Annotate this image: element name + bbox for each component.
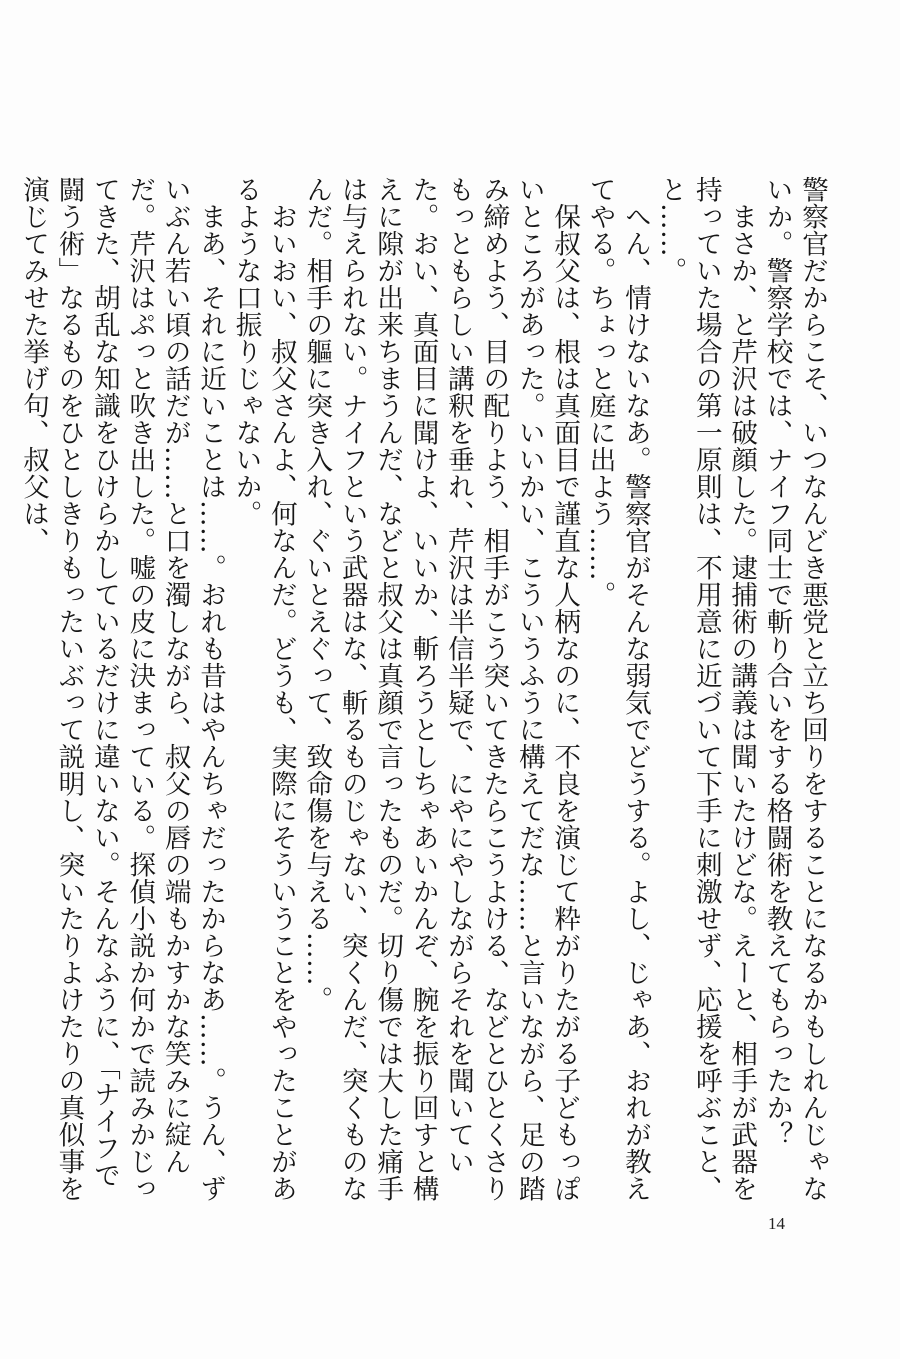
page-number: 14 [768,1214,785,1233]
paragraph: へん、情けないなあ。警察官がそんな弱気でどうする。よし、じゃあ、おれが教えてやる。ちょっと庭に出よう……。 [584,176,651,1202]
paragraph: 警察官だからこそ、いつなんどき悪党と立ち回りをすることになるかもしれんじゃないか。警察学校では、ナイフ同士で斬り合いをする格闘術を教えてもらったか？ [761,176,828,1202]
paragraph: おいおい、叔父さんよ、何なんだ。どうも、実際にそういうことをやったことがあるような口振りじゃないか。 [230,176,297,1202]
vertical-text-block [18,176,830,1211]
paragraph: まあ、それに近いことは……。おれも昔はやんちゃだったからなあ……。うん、ずいぶん若い頃の話だが……と口を濁しながら、叔父の唇の端もかすかな笑みに綻んだ。芹沢はぷっと吹き出した。嘘の皮に決まっている。探偵小説か何かで読みかじってきた、胡乱な知識をひけらかしているだけに違いない。そんなふうに、「ナイフで闘う術」なるものをひとしきりもったいぶって説明し、突いたりよけたりの真似事を演じてみせた挙げ句、叔父は、 [18,176,227,1202]
paragraph: 保叔父は、根は真面目で謹直な人柄なのに、不良を演じて粋がりたがる子どもっぽいところがあった。いいかい、こういうふうに構えてだな……と言いながら、足の踏み締めよう、目の配りよう、相手がこう突いてきたらこうよける、などとひとくさりもっともらしい講釈を垂れ、芹沢は半信半疑で、にやにやしながらそれを聞いていた。おい、真面目に聞けよ、いいか、斬ろうとしちゃあいかんぞ、腕を振り回すと構えに隙が出来ちまうんだ、などと叔父は真顔で言ったものだ。切り傷では大した痛手は与えられない。ナイフという武器はな、斬るものじゃない、突くんだ、突くものなんだ。相手の軀に突き入れ、ぐいとえぐって、致命傷を与える……。 [301,176,581,1202]
paragraph: まさか、と芹沢は破顔した。逮捕術の講義は聞いたけどな。えーと、相手が武器を持っていた場合の第一原則は、不用意に近づいて下手に刺激せず、応援を呼ぶこと、と……。 [655,176,758,1202]
